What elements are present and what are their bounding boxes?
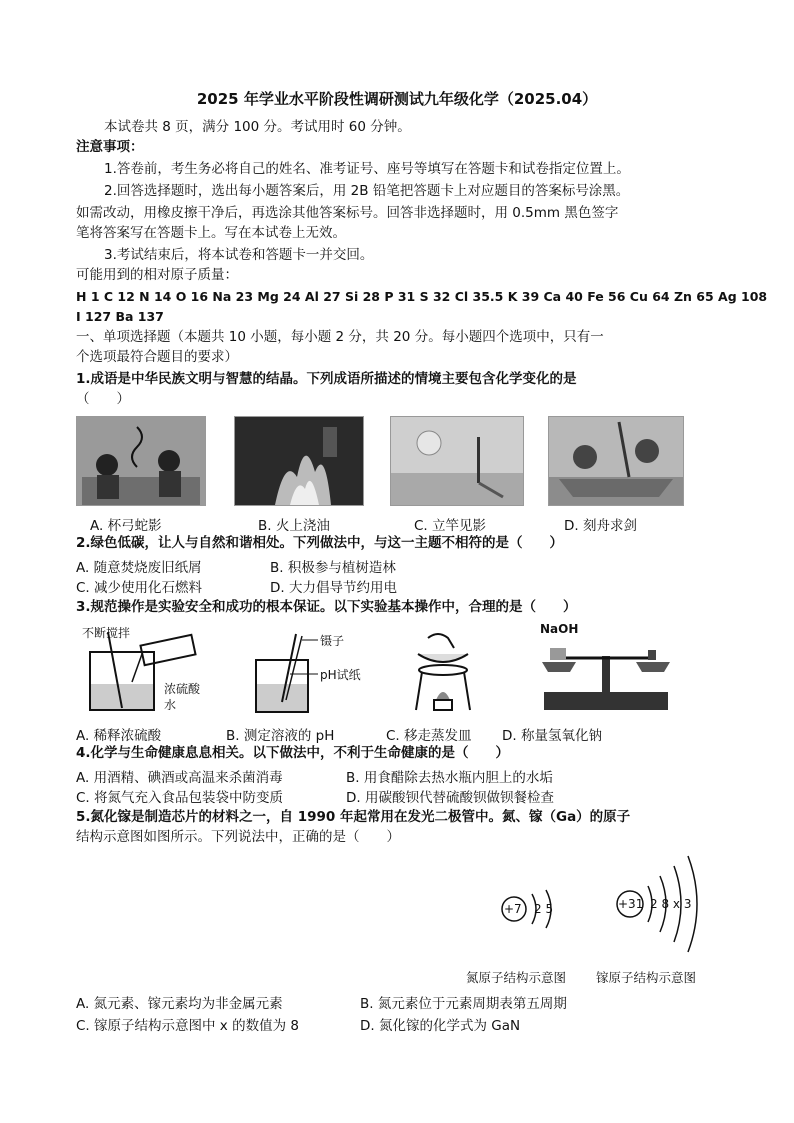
q5-option-b: B. 氮元素位于元素周期表第五周期	[360, 996, 567, 1012]
intro-text: 本试卷共 8 页，满分 100 分。考试用时 60 分钟。	[104, 119, 411, 135]
question-3-stem: 3.规范操作是实验安全和成功的根本保证。以下实验基本操作中，合理的是（ ）	[76, 599, 577, 615]
diagram-evaporating-dish	[408, 628, 478, 714]
gallium-nucleus: +31	[618, 897, 644, 911]
q4-option-b: B. 用食醋除去热水瓶内胆上的水垢	[346, 770, 553, 786]
question-1-stem: 1.成语是中华民族文明与智慧的结晶。下列成语所描述的情境主要包含化学变化的是	[76, 371, 577, 387]
question-5-stem-cont: 结构示意图如图所示。下列说法中，正确的是（ ）	[76, 829, 400, 845]
image-bei-gong-she-ying	[76, 416, 206, 506]
q4-option-c: C. 将氮气充入食品包装袋中防变质	[76, 790, 284, 806]
q1-option-b: B. 火上浇油	[258, 518, 330, 534]
label-ph-paper: pH试纸	[320, 668, 361, 682]
note-2: 2.回答选择题时，选出每小题答案后，用 2B 铅笔把答题卡上对应题目的答案标号涂黑。	[104, 183, 630, 199]
image-huo-shang-jiao-you	[234, 416, 364, 506]
q3-option-a: A. 稀释浓硫酸	[76, 728, 162, 744]
question-2-stem: 2.绿色低碳，让人与自然和谐相处。下列做法中，与这一主题不相符的是（ ）	[76, 535, 564, 551]
q3-option-b: B. 测定溶液的 pH	[226, 728, 335, 744]
q5-option-d: D. 氮化镓的化学式为 GaN	[360, 1018, 521, 1034]
q2-option-a: A. 随意焚烧废旧纸屑	[76, 560, 202, 576]
q2-option-c: C. 减少使用化石燃料	[76, 580, 203, 596]
gallium-caption: 镓原子结构示意图	[596, 970, 697, 985]
q3-option-d: D. 称量氢氧化钠	[502, 728, 602, 744]
atomic-masses-line2: I 127 Ba 137	[76, 309, 164, 324]
diagram-balance-naoh	[536, 622, 676, 714]
question-4-stem: 4.化学与生命健康息息相关。以下做法中，不利于生命健康的是（ ）	[76, 745, 510, 761]
section-1-heading: 一、单项选择题（本题共 10 小题，每小题 2 分，共 20 分。每小题四个选项中，只有一	[76, 329, 604, 345]
label-tweezers: 镊子	[320, 634, 345, 648]
gallium-electrons: 2 8 x 3	[650, 897, 692, 911]
notes-label: 注意事项：	[76, 139, 144, 155]
label-naoh: NaOH	[540, 622, 579, 636]
note-3: 3.考试结束后，将本试卷和答题卡一并交回。	[104, 247, 374, 263]
nitrogen-nucleus: +7	[504, 902, 522, 916]
image-li-gan-jian-ying	[390, 416, 524, 506]
q4-option-d: D. 用碳酸钡代替硫酸钡做钡餐检查	[346, 790, 554, 806]
section-1-heading-cont: 个选项最符合题目的要求）	[76, 349, 238, 365]
question-1-blank: （ ）	[76, 391, 130, 407]
gallium-atom-diagram	[614, 852, 714, 962]
q2-option-d: D. 大力倡导节约用电	[270, 580, 397, 596]
diagram-dilute-acid	[82, 624, 212, 714]
label-water: 水	[164, 698, 177, 712]
q4-option-a: A. 用酒精、碘酒或高温来杀菌消毒	[76, 770, 283, 786]
q1-option-d: D. 刻舟求剑	[564, 518, 637, 534]
atomic-masses-line1: H 1 C 12 N 14 O 16 Na 23 Mg 24 Al 27 Si 28 P 31 S 32 Cl 35.5 K 39 Ca 40 Fe 56 Cu 64 Zn 65 Ag 108	[76, 289, 768, 304]
label-stir: 不断搅拌	[82, 626, 131, 640]
nitrogen-electrons: 2 5	[534, 902, 554, 916]
nitrogen-caption: 氮原子结构示意图	[466, 970, 567, 985]
page-title: 2025 年学业水平阶段性调研测试九年级化学（2025.04）	[196, 90, 598, 108]
q1-option-a: A. 杯弓蛇影	[90, 518, 162, 534]
question-5-stem: 5.氮化镓是制造芯片的材料之一，自 1990 年起常用在发光二极管中。氮、镓（Ga）的原子	[76, 809, 631, 825]
label-concentrated-acid: 浓硫酸	[164, 682, 201, 696]
q1-option-c: C. 立竿见影	[414, 518, 487, 534]
q3-option-c: C. 移走蒸发皿	[386, 728, 472, 744]
atomic-label: 可能用到的相对原子质量：	[76, 267, 238, 283]
nitrogen-atom-diagram	[498, 884, 568, 934]
q2-option-b: B. 积极参与植树造林	[270, 560, 396, 576]
diagram-measure-ph	[250, 630, 370, 714]
note-1: 1.答卷前，考生务必将自己的姓名、准考证号、座号等填写在答题卡和试卷指定位置上。	[104, 161, 630, 177]
q5-option-c: C. 镓原子结构示意图中 x 的数值为 8	[76, 1018, 299, 1034]
q5-option-a: A. 氮元素、镓元素均为非金属元素	[76, 996, 283, 1012]
note-2-cont: 如需改动，用橡皮擦干净后，再选涂其他答案标号。回答非选择题时，用 0.5mm 黑色签字	[76, 205, 619, 221]
image-ke-zhou-qiu-jian	[548, 416, 684, 506]
note-2-end: 笔将答案写在答题卡上。写在本试卷上无效。	[76, 225, 346, 241]
